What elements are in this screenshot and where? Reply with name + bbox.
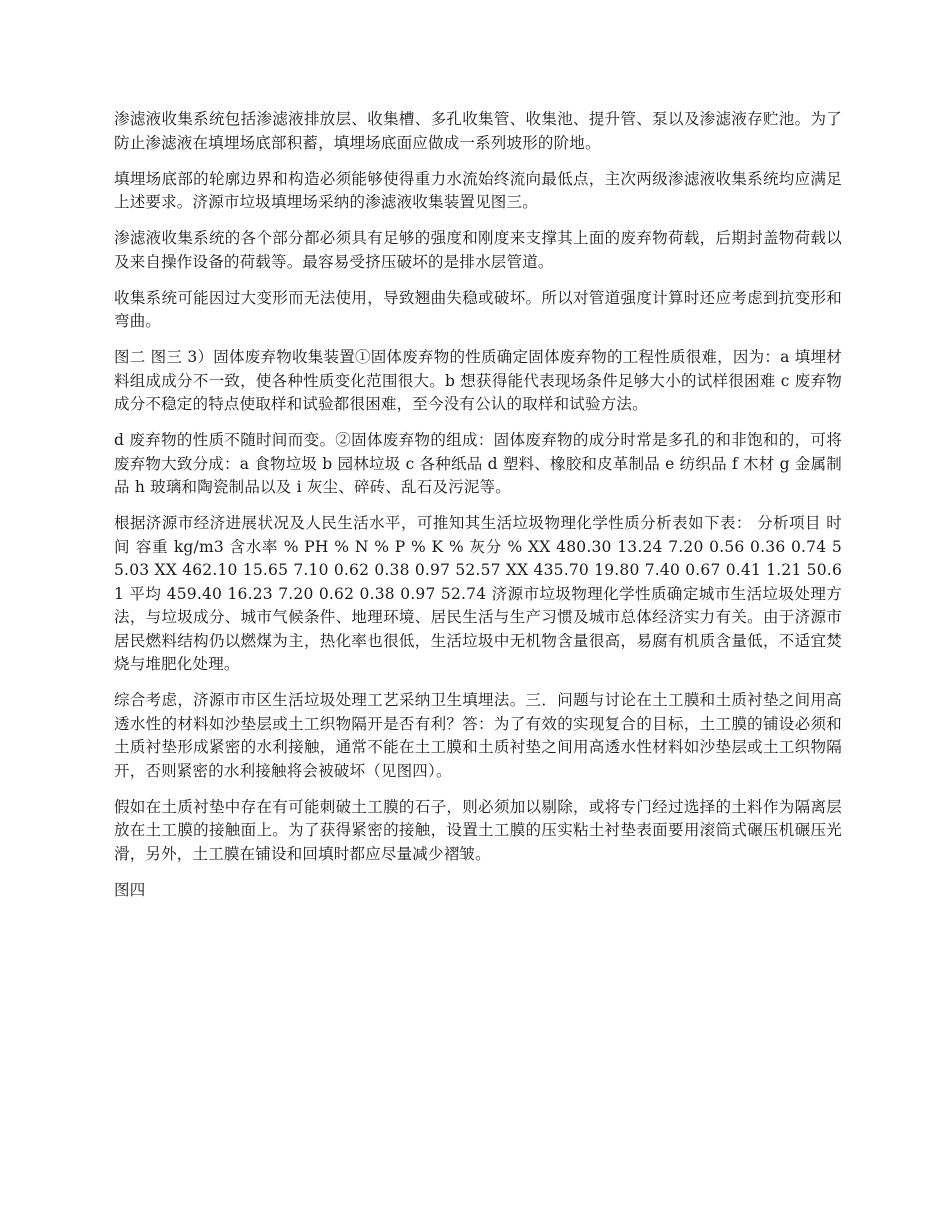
paragraph-landfill-bottom: 填埋场底部的轮廓边界和构造必须能够使得重力水流始终流向最低点，主次两级渗滤液收集系统均应满足上述要求。济源市垃圾填埋场采纳的渗滤液收集装置见图三。 [114,169,842,211]
paragraph-deformation: 收集系统可能因过大变形而无法使用，导致翘曲失稳或破坏。所以对管道强度计算时还应考虑到抗变形和弯曲。 [114,288,842,330]
paragraph-strength: 渗滤液收集系统的各个部分都必须具有足够的强度和刚度来支撑其上面的废弃物荷载，后期封盖物荷载以及来自操作设备的荷载等。最容易受挤压破坏的是排水层管道。 [114,229,842,271]
paragraph-physicochemical-analysis: 根据济源市经济进展状况及人民生活水平，可推知其生活垃圾物理化学性质分析表如下表： 分析项目 时间 容重 kg/m3 含水率 % PH % N % P % K % 灰分 % XX 480.30 13.24 7.20 0.56 0.36 0.74 55.03 XX 462.10 15.65 7.10 0.62 0.38 0.97 52.57 XX 435.70 19.80 7.40 0.67 0.41 1.21 50.61 平均 459.40 16.23 7.20 0.62 0.38 0.97 52.74 济源市垃圾物理化学性质确定城市生活垃圾处理方法，与垃圾成分、城市气候条件、地理环境、居民生活与生产习惯及城市总体经济实力有关。由于济源市居民燃料结构仍以燃煤为主，热化率也很低，生活垃圾中无机物含量很高，易腐有机质含量低，不适宜焚烧与堆肥化处理。 [114,514,842,673]
figure-caption: 图四 [114,880,146,899]
document-body [114,108,842,915]
paragraph-leachate-system: 渗滤液收集系统包括渗滤液排放层、收集槽、多孔收集管、收集池、提升管、泵以及渗滤液存贮池。为了防止渗滤液在填埋场底部积蓄，填埋场底面应做成一系列坡形的阶地。 [114,110,842,152]
paragraph-discussion: 综合考虑，济源市市区生活垃圾处理工艺采纳卫生填埋法。三．问题与讨论在土工膜和土质衬垫之间用高透水性的材料如沙垫层或土工织物隔开是否有利？答：为了有效的实现复合的目标，土工膜的铺设必须和土质衬垫形成紧密的水利接触，通常不能在土工膜和土质衬垫之间用高透水性材料如沙垫层或土工织物隔开，否则紧密的水利接触将会被破坏（见图四）。 [114,691,842,780]
paragraph-solid-waste-composition: d 废弃物的性质不随时间而变。②固体废弃物的组成：固体废弃物的成分时常是多孔的和非饱和的，可将废弃物大致分成：a 食物垃圾 b 园林垃圾 c 各种纸品 d 塑料、橡胶和皮革制品 e 纺织品 f 木材 g 金属制品 h 玻璃和陶瓷制品以及 i 灰尘、碎砖、乱石及污泥等。 [114,431,842,496]
paragraph-stone-removal: 假如在土质衬垫中存在有可能刺破土工膜的石子，则必须加以剔除，或将专门经过选择的土料作为隔离层放在土工膜的接触面上。为了获得紧密的接触，设置土工膜的压实粘土衬垫表面要用滚筒式碾压机碾压光滑，另外，土工膜在铺设和回填时都应尽量减少褶皱。 [114,797,842,863]
paragraph-solid-waste-properties: 图二 图三 3）固体废弃物收集装置①固体废弃物的性质确定固体废弃物的工程性质很难，因为：a 填埋材料组成成分不一致，使各种性质变化范围很大。b 想获得能代表现场条件足够大小的试样很困难 c 废弃物成分不稳定的特点使取样和试验都很困难，至今没有公认的取样和试验方法。 [114,348,842,413]
